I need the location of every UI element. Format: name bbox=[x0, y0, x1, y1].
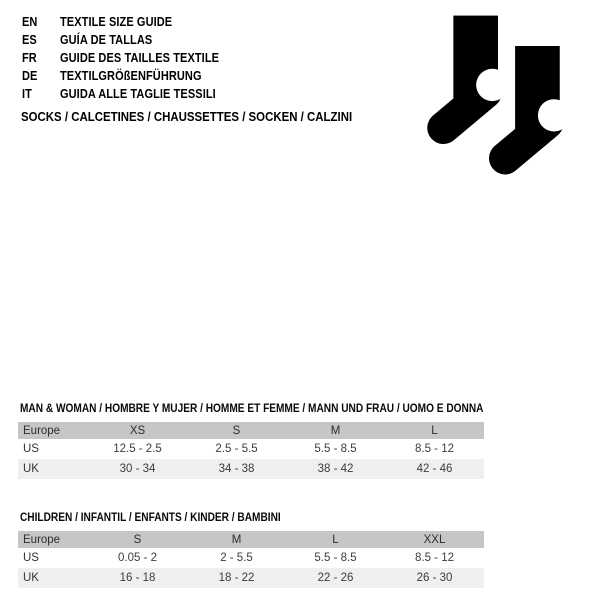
size-value: 0.05 - 2 bbox=[118, 552, 157, 564]
size-value: 26 - 30 bbox=[416, 572, 453, 584]
row-label: US bbox=[23, 443, 39, 455]
language-code: IT bbox=[22, 87, 32, 101]
size-value: 5.5 - 8.5 bbox=[314, 552, 357, 564]
column-header: M bbox=[330, 424, 341, 437]
children-size-table bbox=[18, 531, 484, 588]
table-header-row bbox=[18, 531, 484, 548]
adult-section-title bbox=[20, 403, 484, 415]
size-value: 8.5 - 12 bbox=[415, 443, 454, 455]
language-row-de bbox=[22, 67, 241, 85]
table-header-row bbox=[18, 422, 484, 439]
size-value: 30 - 34 bbox=[119, 463, 156, 475]
column-header: XS bbox=[129, 424, 146, 437]
column-header: XXL bbox=[423, 533, 446, 546]
language-label: GUIDE DES TAILLES TEXTILE bbox=[60, 51, 220, 65]
children-size-section bbox=[18, 512, 484, 588]
column-header: S bbox=[133, 533, 142, 546]
table-row bbox=[18, 548, 484, 568]
size-value: 18 - 22 bbox=[218, 572, 255, 584]
adult-section-title-text: MAN & WOMAN / HOMBRE Y MUJER / HOMME ET FEMME / MANN UND FRAU / UOMO E DONNA bbox=[20, 403, 484, 415]
table-row bbox=[18, 568, 484, 588]
language-label: TEXTILE SIZE GUIDE bbox=[60, 15, 173, 29]
table-row bbox=[18, 439, 484, 459]
size-value: 2.5 - 5.5 bbox=[215, 443, 258, 455]
language-row-it bbox=[22, 85, 241, 103]
column-header: L bbox=[332, 533, 339, 546]
table-row bbox=[18, 459, 484, 479]
column-header: Europe bbox=[23, 424, 61, 437]
language-row-fr bbox=[22, 49, 241, 67]
row-label: UK bbox=[23, 572, 39, 584]
size-value: 38 - 42 bbox=[317, 463, 354, 475]
language-list bbox=[22, 13, 241, 103]
size-value: 34 - 38 bbox=[218, 463, 255, 475]
size-value: 8.5 - 12 bbox=[415, 552, 454, 564]
children-section-title bbox=[20, 512, 484, 524]
language-code: FR bbox=[22, 51, 37, 65]
size-value: 5.5 - 8.5 bbox=[314, 443, 357, 455]
size-value: 16 - 18 bbox=[119, 572, 156, 584]
children-section-title-text: CHILDREN / INFANTIL / ENFANTS / KINDER / BAMBINI bbox=[20, 512, 281, 524]
language-label: GUÍA DE TALLAS bbox=[60, 33, 153, 47]
product-heading bbox=[21, 109, 397, 124]
column-header: Europe bbox=[23, 533, 61, 546]
size-value: 22 - 26 bbox=[317, 572, 354, 584]
size-value: 2 - 5.5 bbox=[220, 552, 253, 564]
column-header: S bbox=[232, 424, 241, 437]
socks-icon bbox=[422, 8, 574, 190]
language-label: GUIDA ALLE TAGLIE TESSILI bbox=[60, 87, 216, 101]
language-row-en bbox=[22, 13, 241, 31]
row-label: UK bbox=[23, 463, 39, 475]
product-heading-text: SOCKS / CALCETINES / CHAUSSETTES / SOCKEN / CALZINI bbox=[21, 109, 353, 124]
language-label: TEXTILGRÖßENFÜHRUNG bbox=[60, 69, 202, 83]
size-value: 42 - 46 bbox=[416, 463, 453, 475]
adult-size-table bbox=[18, 422, 484, 479]
language-row-es bbox=[22, 31, 241, 49]
column-header: L bbox=[431, 424, 438, 437]
language-code: DE bbox=[22, 69, 38, 83]
language-code: ES bbox=[22, 33, 37, 47]
adult-size-section bbox=[18, 403, 484, 479]
sock-shape-back bbox=[422, 16, 508, 151]
size-value: 12.5 - 2.5 bbox=[113, 443, 162, 455]
row-label: US bbox=[23, 552, 39, 564]
language-code: EN bbox=[22, 15, 38, 29]
column-header: M bbox=[231, 533, 242, 546]
